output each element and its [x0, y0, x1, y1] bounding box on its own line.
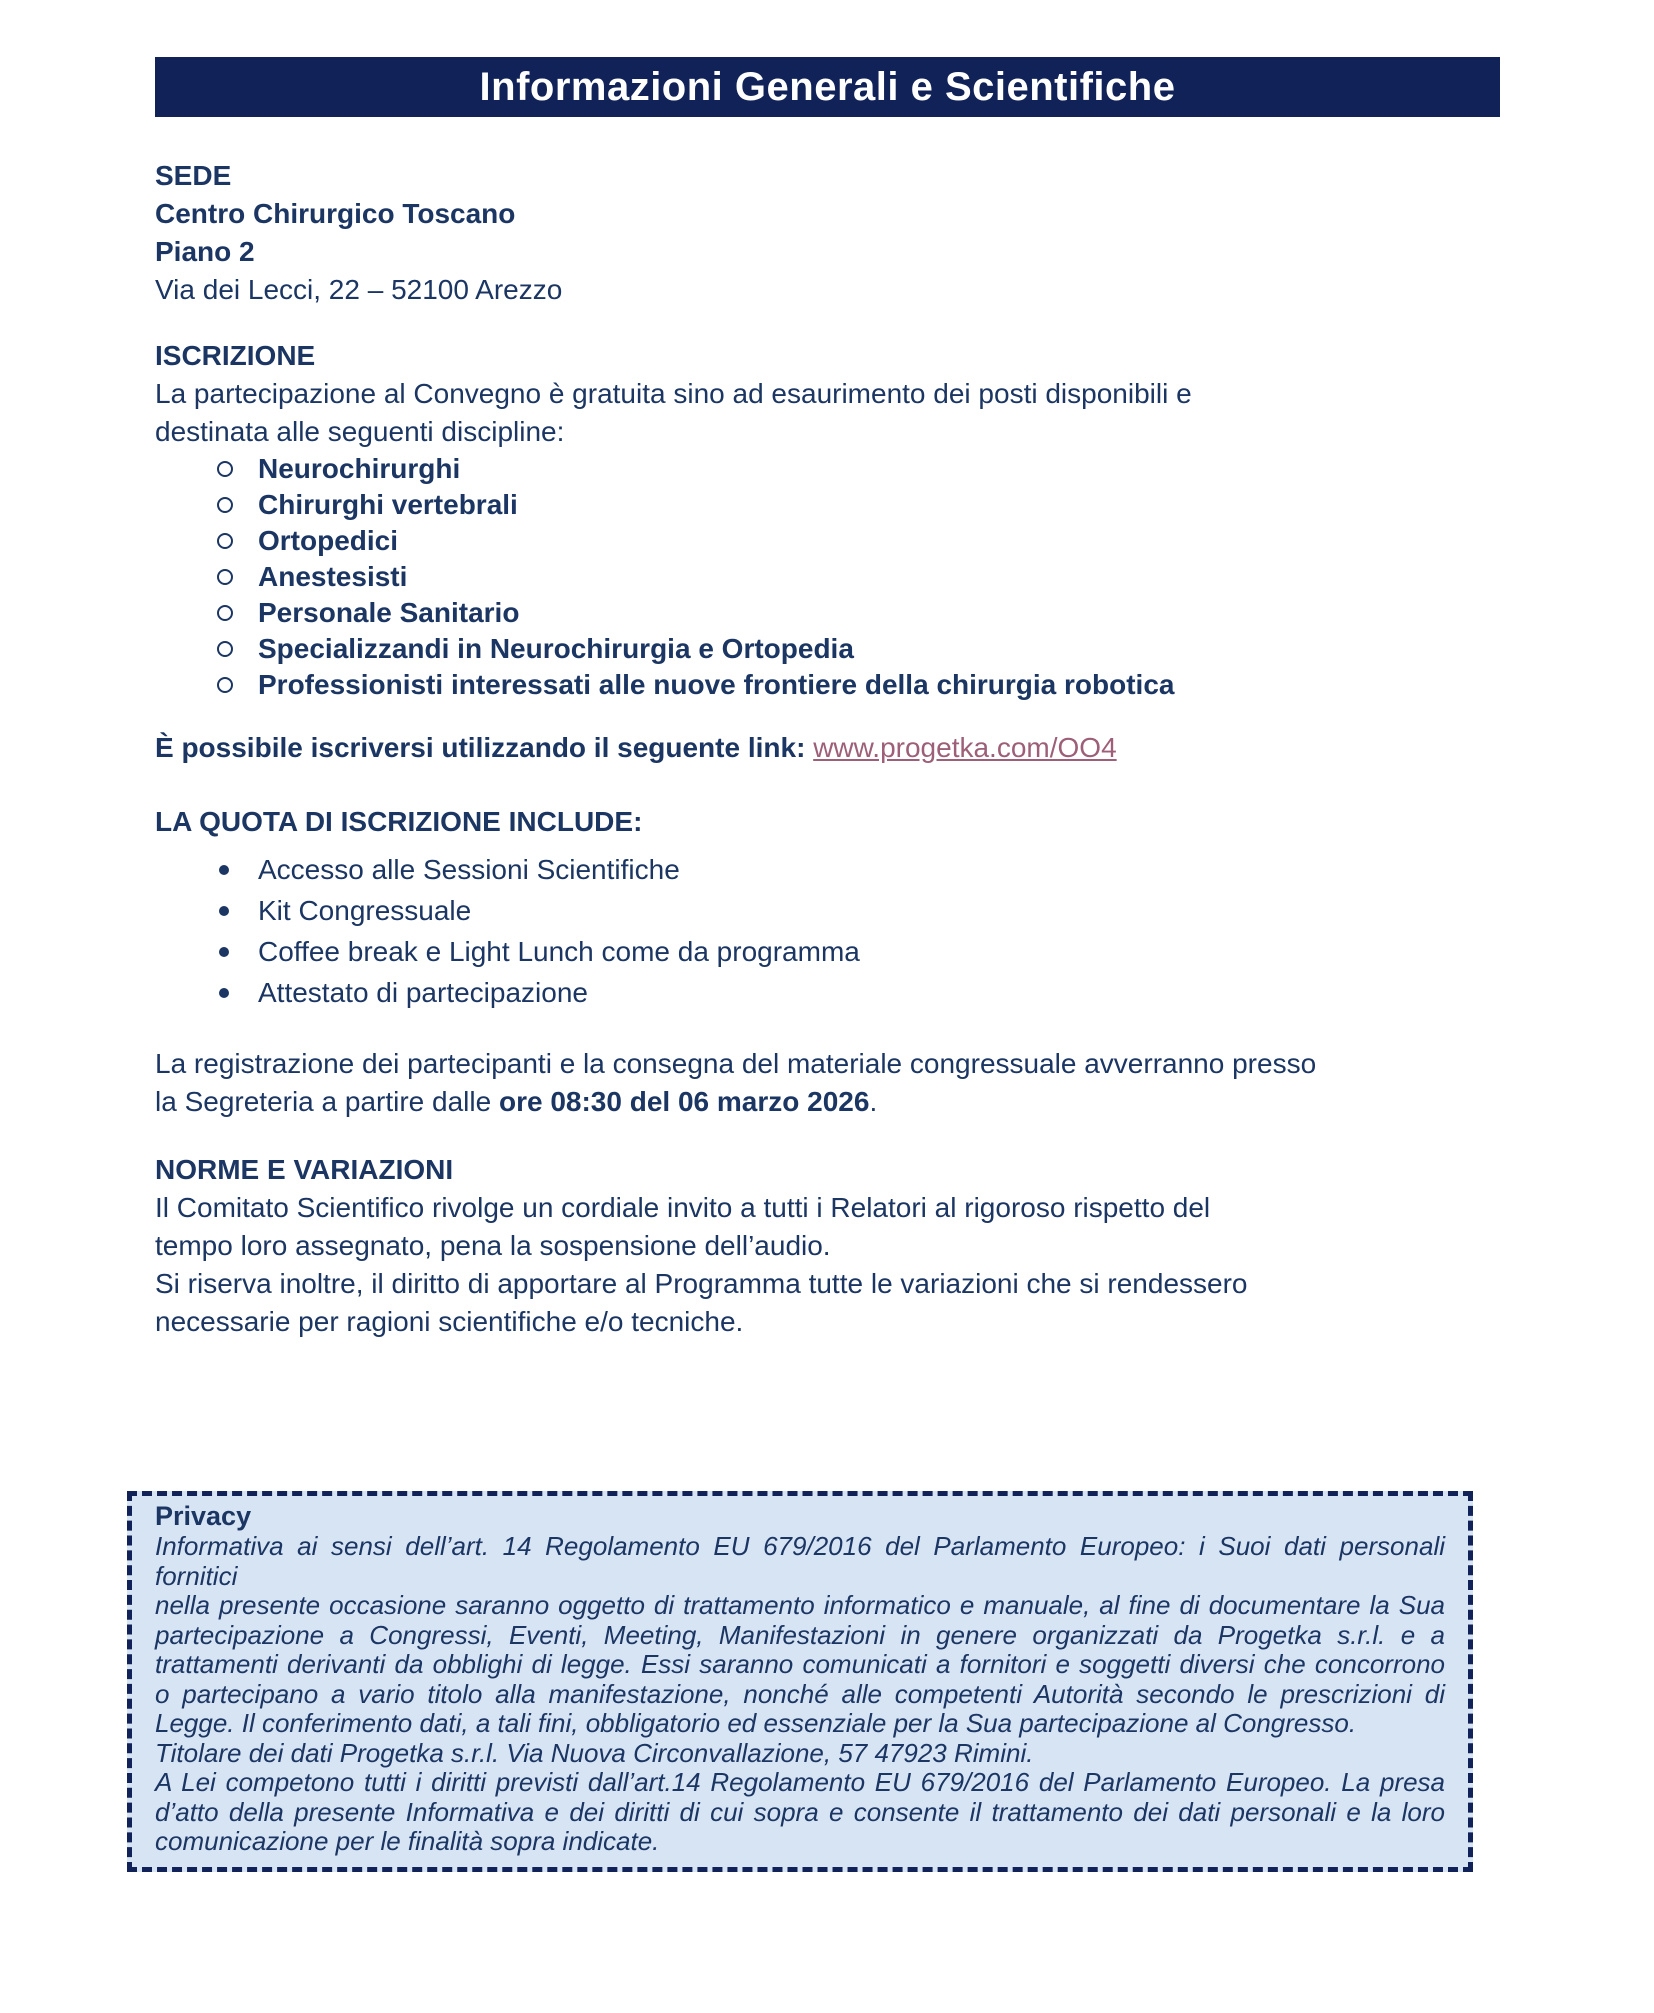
privacy-text-line: trattamenti derivanti da obblighi di legge. Essi saranno comunicati a fornitori e soggetti diversi che concorrono	[155, 1649, 1445, 1679]
registration-line2-post: .	[869, 1086, 878, 1117]
iscrizione-intro-line1: La partecipazione al Convegno è gratuita sino ad esaurimento dei posti disponibili e	[155, 378, 1192, 409]
privacy-text-line: nella presente occasione saranno oggetto di trattamento informatico e manuale, al fine di documentare la Sua	[155, 1590, 1445, 1620]
list-item-label: Chirurghi vertebrali	[258, 489, 518, 520]
page-title: Informazioni Generali e Scientifiche	[479, 65, 1176, 109]
iscrizione-heading: ISCRIZIONE	[155, 340, 316, 371]
list-item	[155, 931, 1500, 972]
disc-bullet-icon	[219, 988, 229, 998]
sede-heading: SEDE	[155, 160, 232, 191]
page-title-banner	[155, 57, 1500, 117]
circle-bullet-icon	[217, 461, 233, 477]
privacy-text-line: comunicazione per le finalità sopra indicate.	[155, 1826, 660, 1856]
list-item-label: Coffee break e Light Lunch come da programma	[258, 936, 860, 967]
registration-line1: La registrazione dei partecipanti e la consegna del materiale congressuale avverranno presso	[155, 1048, 1317, 1079]
section-quota	[155, 803, 1500, 1013]
quota-heading: LA QUOTA DI ISCRIZIONE INCLUDE:	[155, 806, 643, 837]
norme-line4: necessarie per ragioni scientifiche e/o tecniche.	[155, 1306, 744, 1337]
list-item	[155, 451, 1500, 487]
privacy-data-controller: Titolare dei dati Progetka s.r.l. Via Nuova Circonvallazione, 57 47923 Rimini.	[155, 1737, 1034, 1768]
list-item-label: Personale Sanitario	[258, 597, 520, 628]
list-item-label: Accesso alle Sessioni Scientifiche	[258, 854, 680, 885]
sede-address: Via dei Lecci, 22 – 52100 Arezzo	[155, 274, 563, 305]
disc-bullet-icon	[219, 906, 229, 916]
norme-line2: tempo loro assegnato, pena la sospensione dell’audio.	[155, 1230, 831, 1261]
list-item-label: Anestesisti	[258, 561, 408, 592]
privacy-text-line: A Lei competono tutti i diritti previsti dall’art.14 Regolamento EU 679/2016 del Parlamento Europeo. La presa	[155, 1767, 1445, 1797]
registration-info	[155, 1045, 1500, 1121]
list-item	[155, 972, 1500, 1013]
privacy-text-line: Informativa ai sensi dell’art. 14 Regolamento EU 679/2016 del Parlamento Europeo: i Suoi dati personali fornitici	[155, 1531, 1445, 1591]
privacy-heading: Privacy	[155, 1501, 252, 1531]
privacy-text-line: partecipazione a Congressi, Eventi, Meeting, Manifestazioni in genere organizzati da Progetka s.r.l. e a	[155, 1619, 1445, 1650]
registration-line2	[155, 1083, 1500, 1121]
section-sede	[155, 157, 1500, 309]
registration-datetime: ore 08:30 del 06 marzo 2026	[498, 1086, 870, 1117]
document-page	[155, 0, 1500, 1872]
section-iscrizione	[155, 337, 1500, 703]
circle-bullet-icon	[217, 533, 233, 549]
circle-bullet-icon	[217, 677, 233, 693]
list-item	[155, 595, 1500, 631]
sede-floor: Piano 2	[155, 236, 255, 267]
circle-bullet-icon	[217, 641, 233, 657]
registration-link[interactable]: www.progetka.com/OO4	[813, 732, 1117, 763]
norme-line1: Il Comitato Scientifico rivolge un cordiale invito a tutti i Relatori al rigoroso rispetto del	[155, 1192, 1211, 1223]
norme-line3: Si riserva inoltre, il diritto di apportare al Programma tutte le variazioni che si rendessero	[155, 1268, 1248, 1299]
list-item	[155, 523, 1500, 559]
list-item-label: Ortopedici	[258, 525, 399, 556]
list-item	[155, 559, 1500, 595]
list-item	[155, 849, 1500, 890]
registration-link-prefix: È possibile iscriversi utilizzando il seguente link:	[155, 732, 814, 763]
list-item-label: Kit Congressuale	[258, 895, 472, 926]
registration-line2-pre: la Segreteria a partire dalle	[155, 1086, 499, 1117]
privacy-text-line: o partecipano a vario titolo alla manifestazione, nonché alle competenti Autorità secondo le prescrizioni di	[155, 1678, 1445, 1709]
list-item-label: Neurochirurghi	[258, 453, 461, 484]
list-item	[155, 487, 1500, 523]
norme-heading: NORME E VARIAZIONI	[155, 1154, 454, 1185]
circle-bullet-icon	[217, 569, 233, 585]
quota-list	[155, 849, 1500, 1013]
list-item-label: Attestato di partecipazione	[258, 977, 588, 1008]
sede-venue: Centro Chirurgico Toscano	[155, 198, 516, 229]
list-item-label: Professionisti interessati alle nuove frontiere della chirurgia robotica	[258, 669, 1175, 700]
privacy-text-line: d’atto della presente Informativa e dei diritti di cui sopra e consente il trattamento dei dati personali e la loro	[155, 1796, 1445, 1827]
circle-bullet-icon	[217, 497, 233, 513]
privacy-notice-box	[127, 1491, 1473, 1872]
registration-link-line	[155, 729, 1500, 767]
disc-bullet-icon	[219, 865, 229, 875]
list-item-label: Specializzandi in Neurochirurgia e Ortopedia	[258, 633, 854, 664]
discipline-list	[155, 451, 1500, 703]
iscrizione-intro-line2: destinata alle seguenti discipline:	[155, 416, 565, 447]
disc-bullet-icon	[219, 947, 229, 957]
privacy-text-line: Legge. Il conferimento dati, a tali fini, obbligatorio ed essenziale per la Sua partecipazione al Congresso.	[155, 1708, 1357, 1738]
circle-bullet-icon	[217, 605, 233, 621]
list-item	[155, 667, 1500, 703]
list-item	[155, 890, 1500, 931]
list-item	[155, 631, 1500, 667]
section-norme	[155, 1151, 1500, 1341]
